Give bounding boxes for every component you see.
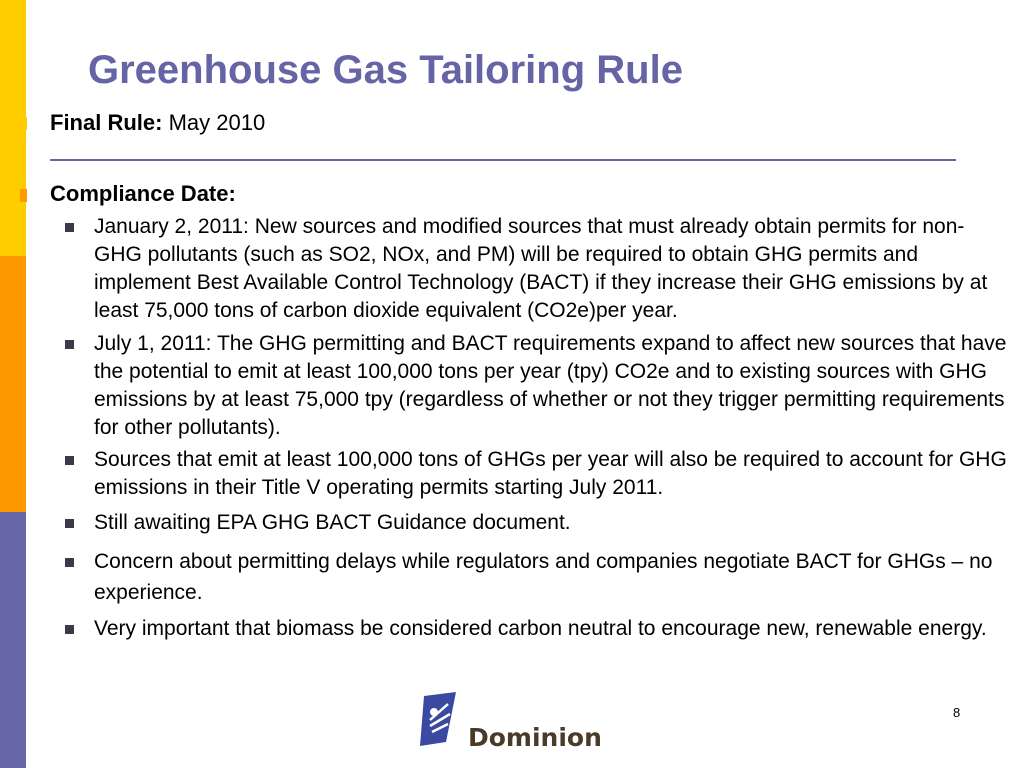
square-bullet-icon	[65, 519, 74, 528]
slide-title: Greenhouse Gas Tailoring Rule	[88, 48, 683, 92]
list-item-text: January 2, 2011: New sources and modified sources that must already obtain permits for non-GHG pollutants (such as SO2, NOx, and PM) will be required to obtain GHG permits and implement Best Available Control Technology (BACT) if they increase their GHG emissions by at least 75,000 tons of carbon dioxide equivalent (CO2e)per year.	[94, 215, 988, 322]
final-rule-line	[50, 110, 265, 136]
divider	[50, 159, 956, 161]
compliance-list	[60, 213, 1012, 644]
square-bullet-icon	[65, 625, 74, 634]
side-bar-blue	[0, 512, 26, 768]
compliance-date-label: Compliance Date:	[50, 181, 236, 206]
page-number: 8	[953, 705, 961, 720]
list-item	[60, 213, 1012, 325]
list-item-text: Very important that biomass be considered carbon neutral to encourage new, renewable energy.	[94, 617, 987, 640]
square-bullet-icon	[65, 558, 74, 567]
list-item-text: Still awaiting EPA GHG BACT Guidance document.	[94, 511, 571, 534]
logo-wordmark: Dominion	[468, 723, 602, 750]
list-item-text: July 1, 2011: The GHG permitting and BACT requirements expand to affect new sources that have the potential to emit at least 100,000 tons per year (tpy) CO2e and to existing sources with GHG emissions by at least 75,000 tpy (regardless of whether or not they trigger permitting requirements for other pollutants).	[94, 332, 1007, 439]
list-item	[60, 509, 1012, 537]
compliance-bullet-icon	[20, 189, 27, 202]
list-item	[60, 330, 1012, 442]
dominion-logo	[418, 690, 604, 750]
square-bullet-icon	[65, 456, 74, 465]
list-item-text: Sources that emit at least 100,000 tons of GHGs per year will also be required to account for GHG emissions in their Title V operating permits starting July 2011.	[94, 448, 1007, 499]
final-rule-value: May 2010	[162, 110, 266, 135]
side-bar-orange	[0, 256, 26, 512]
dominion-logo-icon	[418, 690, 604, 750]
list-item	[60, 613, 1012, 644]
list-item	[60, 446, 1012, 502]
list-item	[60, 546, 1012, 608]
final-rule-bullet-icon	[20, 117, 27, 130]
list-item-text: Concern about permitting delays while regulators and companies negotiate BACT for GHGs – no experience.	[94, 550, 993, 604]
final-rule-label: Final Rule:	[50, 110, 163, 135]
square-bullet-icon	[65, 340, 74, 349]
square-bullet-icon	[65, 223, 74, 232]
